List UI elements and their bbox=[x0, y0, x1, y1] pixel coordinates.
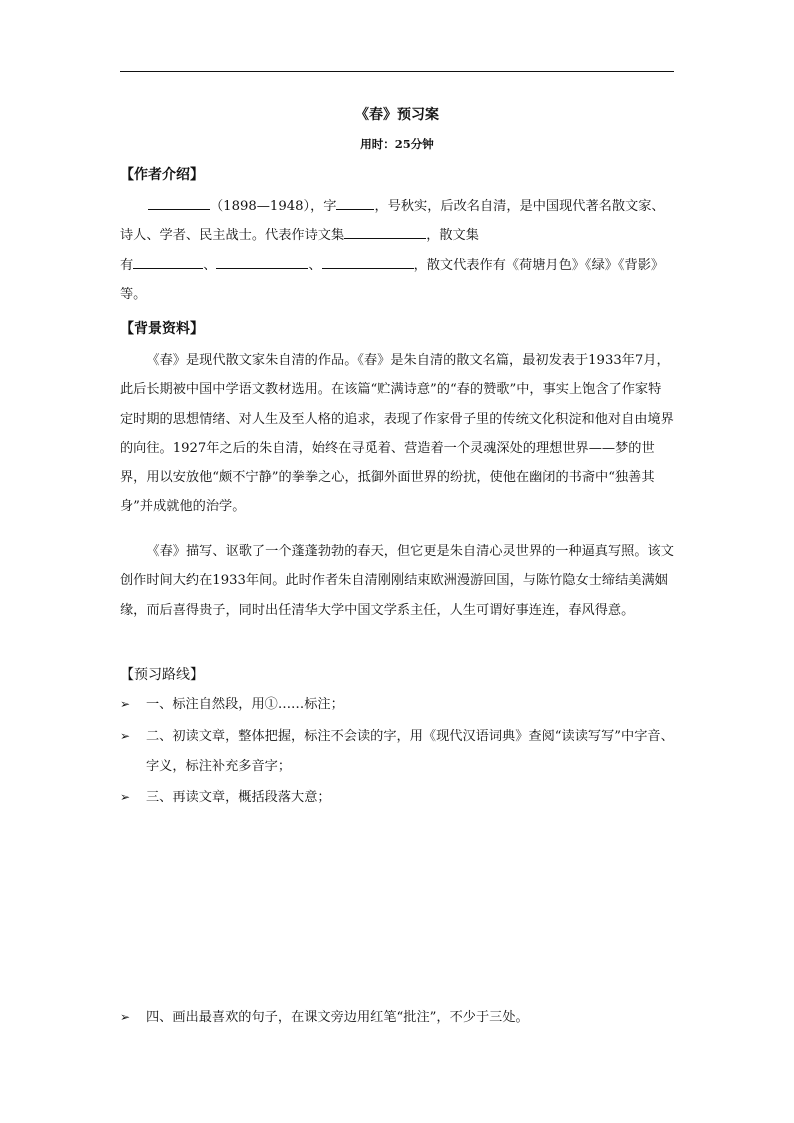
route-step-1: ➢ 一、标注自然段，用①……标注； bbox=[120, 690, 676, 720]
background-heading: 【背景资料】 bbox=[120, 321, 204, 337]
prose-collection-blank-3[interactable] bbox=[322, 254, 414, 269]
prose-collection-blank-2[interactable] bbox=[216, 254, 308, 269]
background-paragraph-2: 《春》描写、讴歌了一个蓬蓬勃勃的春天，但它更是朱自清心灵世界的一种逼真写照。该文创作时间大约在1933年间。此时作者朱自清刚刚结束欧洲漫游回国，与陈竹隐女士缔结美满姻缘，而后喜得贵子，同时出任清华大学中国文学系主任，人生可谓好事连连，春风得意。 bbox=[120, 544, 674, 618]
author-line-2: 诗人、学者、民主战士。代表作诗文集 ，散文集 bbox=[120, 221, 674, 250]
courtesy-name-blank[interactable] bbox=[336, 195, 374, 210]
arrow-bullet-icon: ➢ bbox=[120, 729, 131, 743]
header-rule bbox=[120, 71, 674, 72]
arrow-bullet-icon: ➢ bbox=[120, 790, 131, 804]
author-heading: 【作者介绍】 bbox=[120, 167, 204, 183]
route-step-3: ➢ 三、再读文章，概括段落大意； bbox=[120, 783, 676, 813]
poetry-collection-blank[interactable] bbox=[344, 224, 426, 239]
route-step-2: ➢ 二、初读文章，整体把握，标注不会读的字，用《现代汉语词典》查阅“读读写写”中字音、字义，标注补充多音字； bbox=[120, 722, 676, 781]
author-line-1: （1898—1948），字 ，号秋实，后改名自清，是中国现代著名散文家、 bbox=[120, 192, 674, 221]
author-paragraph bbox=[120, 192, 674, 309]
prose-collection-blank-1[interactable] bbox=[133, 254, 203, 269]
route-step-4: ➢ 四、画出最喜欢的句子，在课文旁边用红笔“批注”，不少于三处。 bbox=[120, 1003, 676, 1033]
arrow-bullet-icon: ➢ bbox=[120, 1010, 131, 1024]
author-name-blank[interactable] bbox=[148, 195, 210, 210]
background-paragraph-1: 《春》是现代散文家朱自清的作品。《春》是朱自清的散文名篇，最初发表于1933年7月，此后长期被中国中学语文教材选用。在该篇“贮满诗意”的“春的赞歌”中，事实上饱含了作家特定时期的思想情绪、对人生及至人格的追求，表现了作家骨子里的传统文化积淀和他对自由境界的向往。1927年之后的朱自清，始终在寻觅着、营造着一个灵魂深处的理想世界——梦的世界，用以安放他“颇不宁静”的拳拳之心，抵御外面世界的纷扰，使他在幽闭的书斋中“独善其身”并成就他的治学。 bbox=[120, 353, 674, 515]
time-note: 用时：25分钟 bbox=[360, 137, 434, 151]
route-heading: 【预习路线】 bbox=[120, 667, 204, 683]
arrow-bullet-icon: ➢ bbox=[120, 697, 131, 711]
author-line-3: 有 、 、 ，散文代表作有《荷塘月色》《绿》《背影》 bbox=[120, 251, 674, 280]
document-title: 《春》预习案 bbox=[355, 107, 439, 123]
author-line-4: 等。 bbox=[120, 286, 147, 302]
